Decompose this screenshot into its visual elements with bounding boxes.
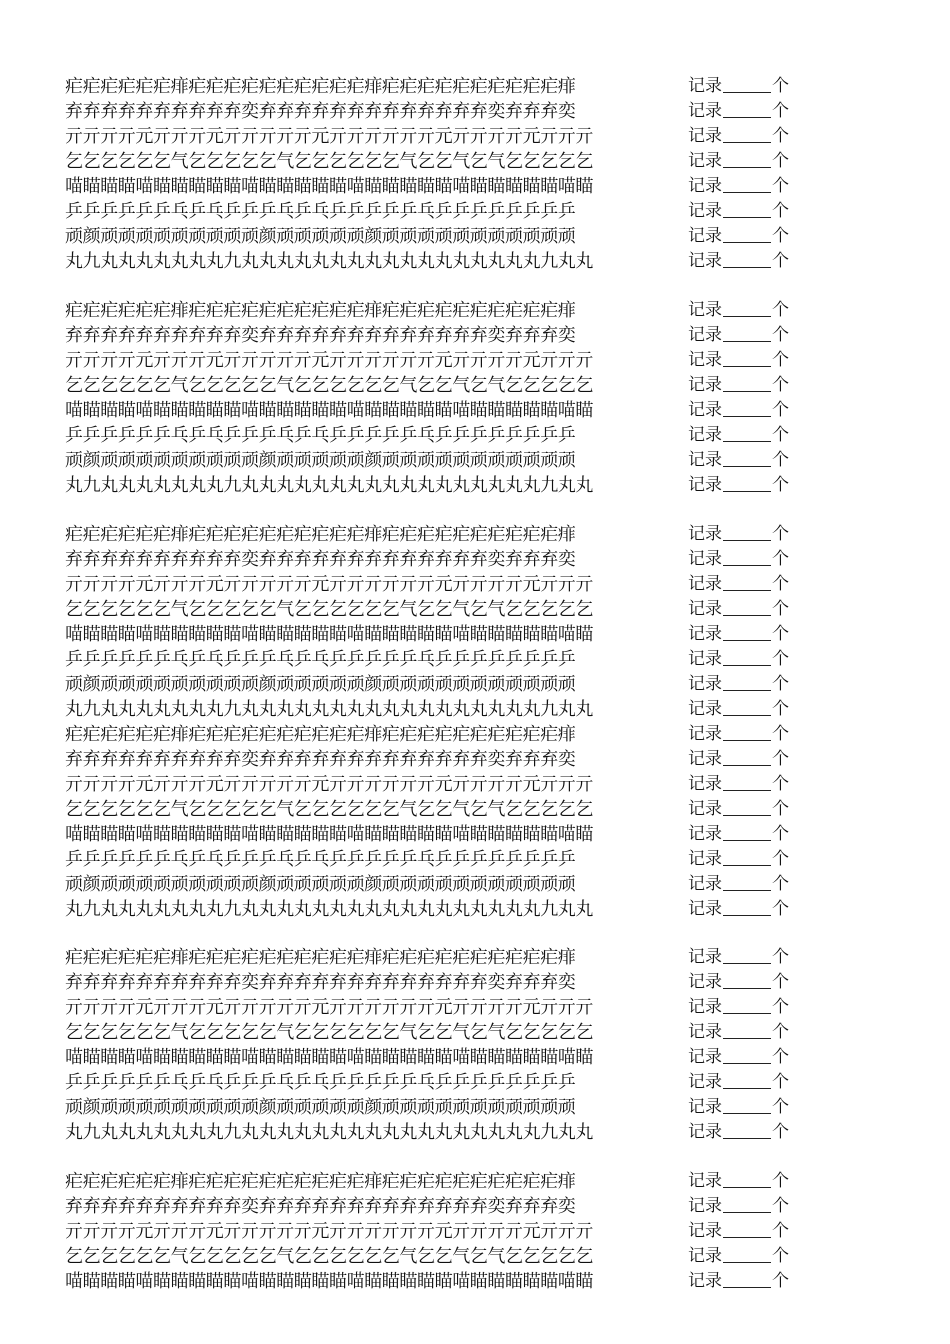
record-unit: 个: [772, 126, 789, 146]
worksheet-row: [0, 1269, 950, 1294]
record-unit: 个: [772, 574, 789, 594]
record-label: 记录: [688, 1171, 722, 1191]
character-line: 喵瞄瞄瞄喵瞄瞄瞄瞄瞄喵瞄瞄瞄瞄瞄喵瞄瞄瞄瞄瞄喵瞄瞄瞄瞄瞄喵瞄: [65, 624, 593, 645]
record-count-field: [688, 872, 789, 897]
record-label: 记录: [688, 76, 722, 96]
record-label: 记录: [688, 226, 722, 246]
record-unit: 个: [772, 300, 789, 320]
count-blank[interactable]: [723, 774, 771, 791]
worksheet-block: [0, 298, 950, 498]
record-count-field: [688, 74, 789, 99]
record-label: 记录: [688, 997, 722, 1017]
count-blank[interactable]: [723, 574, 771, 591]
worksheet-row: [0, 199, 950, 224]
character-line: 亓亓亓亓元亓亓亓元亓亓亓亓亓元亓亓亓亓亓亓元亓亓亓亓元亓亓亓: [65, 997, 593, 1018]
record-label: 记录: [688, 524, 722, 544]
worksheet-row: [0, 772, 950, 797]
record-count-field: [688, 672, 789, 697]
character-line: 喵瞄瞄瞄喵瞄瞄瞄瞄瞄喵瞄瞄瞄瞄瞄喵瞄瞄瞄瞄瞄喵瞄瞄瞄瞄瞄喵瞄: [65, 1047, 593, 1068]
record-label: 记录: [688, 475, 722, 495]
record-unit: 个: [772, 1072, 789, 1092]
record-count-field: [688, 348, 789, 373]
record-label: 记录: [688, 1196, 722, 1216]
worksheet-block: [0, 1169, 950, 1294]
record-count-field: [688, 597, 789, 622]
record-count-field: [688, 797, 789, 822]
record-unit: 个: [772, 1097, 789, 1117]
record-count-field: [688, 398, 789, 423]
record-count-field: [688, 1244, 789, 1269]
record-label: 记录: [688, 126, 722, 146]
record-count-field: [688, 149, 789, 174]
worksheet-row: [0, 124, 950, 149]
count-blank[interactable]: [723, 1221, 771, 1238]
record-unit: 个: [772, 624, 789, 644]
worksheet-row: [0, 1244, 950, 1269]
record-unit: 个: [772, 475, 789, 495]
record-unit: 个: [772, 101, 789, 121]
character-line: 疟疟疟疟疟疟痱疟疟疟疟疟疟疟疟疟疟痱疟疟疟疟疟疟疟疟疟疟痱: [65, 300, 576, 321]
record-label: 记录: [688, 1221, 722, 1241]
count-blank[interactable]: [723, 300, 771, 317]
record-unit: 个: [772, 649, 789, 669]
record-count-field: [688, 647, 789, 672]
character-line: 乒乒乒乒乒乒乓乒乓乒乒乒乓乒乓乒乒乒乒乒乓乒乒乒乒乒乒乒乒: [65, 849, 576, 870]
record-unit: 个: [772, 799, 789, 819]
character-line: 喵瞄瞄瞄喵瞄瞄瞄瞄瞄喵瞄瞄瞄瞄瞄喵瞄瞄瞄瞄瞄喵瞄瞄瞄瞄瞄喵瞄: [65, 176, 593, 197]
record-unit: 个: [772, 425, 789, 445]
record-unit: 个: [772, 1271, 789, 1291]
record-unit: 个: [772, 226, 789, 246]
worksheet-block: [0, 74, 950, 274]
record-count-field: [688, 174, 789, 199]
worksheet-row: [0, 74, 950, 99]
record-count-field: [688, 1120, 789, 1145]
character-line: 顽颜顽顽顽顽顽顽顽顽顽颜顽顽顽顽顽颜顽顽顽顽顽顽顽顽顽顽顽: [65, 450, 576, 471]
record-label: 记录: [688, 724, 722, 744]
record-count-field: [688, 822, 789, 847]
record-label: 记录: [688, 749, 722, 769]
record-label: 记录: [688, 899, 722, 919]
record-count-field: [688, 1269, 789, 1294]
count-blank[interactable]: [723, 524, 771, 541]
count-blank[interactable]: [723, 126, 771, 143]
count-blank[interactable]: [723, 1122, 771, 1139]
character-line: 乒乒乒乒乒乒乓乒乓乒乒乒乓乒乓乒乒乒乒乒乓乒乒乒乒乒乒乒乒: [65, 425, 576, 446]
count-blank[interactable]: [723, 1047, 771, 1064]
record-label: 记录: [688, 774, 722, 794]
count-blank[interactable]: [723, 724, 771, 741]
record-label: 记录: [688, 251, 722, 271]
character-line: 顽颜顽顽顽顽顽顽顽顽顽颜顽顽顽顽顽颜顽顽顽顽顽顽顽顽顽顽顽: [65, 226, 576, 247]
character-line: 乞乞乞乞乞乞气乞乞乞乞乞气乞乞乞乞乞乞气乞乞气乞气乞乞乞乞乞: [65, 375, 593, 396]
record-count-field: [688, 423, 789, 448]
record-unit: 个: [772, 1047, 789, 1067]
worksheet-block: [0, 945, 950, 1145]
worksheet-row: [0, 722, 950, 747]
character-line: 弃弃弃弃弃弃弃弃弃弃奕弃弃弃弃弃弃弃弃弃弃弃弃弃奕弃弃弃奕: [65, 549, 576, 570]
count-blank[interactable]: [723, 549, 771, 566]
worksheet-row: [0, 149, 950, 174]
record-label: 记录: [688, 674, 722, 694]
count-blank[interactable]: [723, 1271, 771, 1288]
record-unit: 个: [772, 1122, 789, 1142]
worksheet-row: [0, 995, 950, 1020]
record-label: 记录: [688, 1246, 722, 1266]
worksheet-row: [0, 1070, 950, 1095]
count-blank[interactable]: [723, 799, 771, 816]
worksheet-row: [0, 1120, 950, 1145]
record-label: 记录: [688, 1097, 722, 1117]
record-label: 记录: [688, 824, 722, 844]
character-line: 乞乞乞乞乞乞气乞乞乞乞乞气乞乞乞乞乞乞气乞乞气乞气乞乞乞乞乞: [65, 599, 593, 620]
record-label: 记录: [688, 1271, 722, 1291]
worksheet-row: [0, 298, 950, 323]
record-unit: 个: [772, 201, 789, 221]
record-unit: 个: [772, 699, 789, 719]
worksheet-row: [0, 323, 950, 348]
character-line: 丸九丸丸丸丸丸丸丸九丸丸丸丸丸丸丸丸丸丸丸丸丸丸丸丸丸九丸丸: [65, 1122, 593, 1143]
record-count-field: [688, 448, 789, 473]
record-label: 记录: [688, 972, 722, 992]
record-label: 记录: [688, 201, 722, 221]
character-line: 乞乞乞乞乞乞气乞乞乞乞乞气乞乞乞乞乞乞气乞乞气乞气乞乞乞乞乞: [65, 1022, 593, 1043]
record-unit: 个: [772, 176, 789, 196]
character-line: 丸九丸丸丸丸丸丸丸九丸丸丸丸丸丸丸丸丸丸丸丸丸丸丸丸丸九丸丸: [65, 899, 593, 920]
record-count-field: [688, 99, 789, 124]
count-blank[interactable]: [723, 101, 771, 118]
record-unit: 个: [772, 1171, 789, 1191]
record-unit: 个: [772, 251, 789, 271]
record-label: 记录: [688, 849, 722, 869]
record-label: 记录: [688, 350, 722, 370]
record-count-field: [688, 970, 789, 995]
record-label: 记录: [688, 1122, 722, 1142]
record-count-field: [688, 1194, 789, 1219]
record-label: 记录: [688, 375, 722, 395]
count-blank[interactable]: [723, 475, 771, 492]
record-unit: 个: [772, 674, 789, 694]
worksheet-block: [0, 522, 950, 922]
record-label: 记录: [688, 947, 722, 967]
character-line: 疟疟疟疟疟疟痱疟疟疟疟疟疟疟疟疟疟痱疟疟疟疟疟疟疟疟疟疟痱: [65, 524, 576, 545]
character-line: 乞乞乞乞乞乞气乞乞乞乞乞气乞乞乞乞乞乞气乞乞气乞气乞乞乞乞乞: [65, 1246, 593, 1267]
count-blank[interactable]: [723, 350, 771, 367]
record-unit: 个: [772, 947, 789, 967]
count-blank[interactable]: [723, 425, 771, 442]
character-line: 丸九丸丸丸丸丸丸丸九丸丸丸丸丸丸丸丸丸丸丸丸丸丸丸丸丸九丸丸: [65, 699, 593, 720]
worksheet-row: [0, 373, 950, 398]
record-label: 记录: [688, 400, 722, 420]
worksheet-row: [0, 224, 950, 249]
count-blank[interactable]: [723, 997, 771, 1014]
record-count-field: [688, 722, 789, 747]
worksheet-row: [0, 970, 950, 995]
worksheet-row: [0, 672, 950, 697]
count-blank[interactable]: [723, 874, 771, 891]
record-label: 记录: [688, 574, 722, 594]
record-count-field: [688, 747, 789, 772]
worksheet-row: [0, 174, 950, 199]
record-label: 记录: [688, 624, 722, 644]
worksheet-row: [0, 348, 950, 373]
character-line: 喵瞄瞄瞄喵瞄瞄瞄瞄瞄喵瞄瞄瞄瞄瞄喵瞄瞄瞄瞄瞄喵瞄瞄瞄瞄瞄喵瞄: [65, 400, 593, 421]
character-line: 弃弃弃弃弃弃弃弃弃弃奕弃弃弃弃弃弃弃弃弃弃弃弃弃奕弃弃弃奕: [65, 101, 576, 122]
worksheet-row: [0, 897, 950, 922]
count-blank[interactable]: [723, 450, 771, 467]
record-count-field: [688, 572, 789, 597]
character-line: 弃弃弃弃弃弃弃弃弃弃奕弃弃弃弃弃弃弃弃弃弃弃弃弃奕弃弃弃奕: [65, 1196, 576, 1217]
record-count-field: [688, 945, 789, 970]
record-unit: 个: [772, 1246, 789, 1266]
character-line: 亓亓亓亓元亓亓亓元亓亓亓亓亓元亓亓亓亓亓亓元亓亓亓亓元亓亓亓: [65, 574, 593, 595]
count-blank[interactable]: [723, 972, 771, 989]
character-line: 乒乒乒乒乒乒乓乒乓乒乒乒乓乒乓乒乒乒乒乒乓乒乒乒乒乒乒乒乒: [65, 649, 576, 670]
count-blank[interactable]: [723, 599, 771, 616]
record-count-field: [688, 622, 789, 647]
character-line: 亓亓亓亓元亓亓亓元亓亓亓亓亓元亓亓亓亓亓亓元亓亓亓亓元亓亓亓: [65, 350, 593, 371]
worksheet-row: [0, 1020, 950, 1045]
record-unit: 个: [772, 151, 789, 171]
record-label: 记录: [688, 799, 722, 819]
record-unit: 个: [772, 599, 789, 619]
count-blank[interactable]: [723, 947, 771, 964]
character-line: 喵瞄瞄瞄喵瞄瞄瞄瞄瞄喵瞄瞄瞄瞄瞄喵瞄瞄瞄瞄瞄喵瞄瞄瞄瞄瞄喵瞄: [65, 824, 593, 845]
record-count-field: [688, 772, 789, 797]
record-count-field: [688, 1020, 789, 1045]
record-unit: 个: [772, 524, 789, 544]
worksheet-row: [0, 622, 950, 647]
character-line: 乒乒乒乒乒乒乓乒乓乒乒乒乓乒乓乒乒乒乒乒乓乒乒乒乒乒乒乒乒: [65, 201, 576, 222]
record-label: 记录: [688, 699, 722, 719]
record-label: 记录: [688, 300, 722, 320]
record-label: 记录: [688, 874, 722, 894]
record-count-field: [688, 1219, 789, 1244]
worksheet-row: [0, 1219, 950, 1244]
worksheet-row: [0, 1095, 950, 1120]
record-label: 记录: [688, 325, 722, 345]
record-unit: 个: [772, 549, 789, 569]
count-blank[interactable]: [723, 325, 771, 342]
record-count-field: [688, 1045, 789, 1070]
record-count-field: [688, 547, 789, 572]
worksheet-row: [0, 473, 950, 498]
record-label: 记录: [688, 450, 722, 470]
record-count-field: [688, 298, 789, 323]
record-count-field: [688, 522, 789, 547]
record-label: 记录: [688, 549, 722, 569]
character-line: 顽颜顽顽顽顽顽顽顽顽顽颜顽顽顽顽顽颜顽顽顽顽顽顽顽顽顽顽顽: [65, 874, 576, 895]
count-blank[interactable]: [723, 1196, 771, 1213]
worksheet-row: [0, 872, 950, 897]
character-line: 丸九丸丸丸丸丸丸丸九丸丸丸丸丸丸丸丸丸丸丸丸丸丸丸丸丸九丸丸: [65, 251, 593, 272]
count-blank[interactable]: [723, 1246, 771, 1263]
character-line: 顽颜顽顽顽顽顽顽顽顽顽颜顽顽顽顽顽颜顽顽顽顽顽顽顽顽顽顽顽: [65, 674, 576, 695]
record-label: 记录: [688, 599, 722, 619]
record-count-field: [688, 897, 789, 922]
count-blank[interactable]: [723, 1022, 771, 1039]
worksheet-row: [0, 697, 950, 722]
record-count-field: [688, 224, 789, 249]
record-count-field: [688, 847, 789, 872]
record-unit: 个: [772, 400, 789, 420]
worksheet-row: [0, 822, 950, 847]
record-unit: 个: [772, 849, 789, 869]
count-blank[interactable]: [723, 824, 771, 841]
record-unit: 个: [772, 1022, 789, 1042]
record-count-field: [688, 373, 789, 398]
character-line: 亓亓亓亓元亓亓亓元亓亓亓亓亓元亓亓亓亓亓亓元亓亓亓亓元亓亓亓: [65, 774, 593, 795]
count-blank[interactable]: [723, 201, 771, 218]
character-line: 亓亓亓亓元亓亓亓元亓亓亓亓亓元亓亓亓亓亓亓元亓亓亓亓元亓亓亓: [65, 126, 593, 147]
worksheet-row: [0, 1045, 950, 1070]
worksheet-row: [0, 547, 950, 572]
count-blank[interactable]: [723, 375, 771, 392]
character-line: 亓亓亓亓元亓亓亓元亓亓亓亓亓元亓亓亓亓亓亓元亓亓亓亓元亓亓亓: [65, 1221, 593, 1242]
worksheet-row: [0, 99, 950, 124]
count-blank[interactable]: [723, 674, 771, 691]
record-label: 记录: [688, 1022, 722, 1042]
count-blank[interactable]: [723, 699, 771, 716]
count-blank[interactable]: [723, 1097, 771, 1114]
worksheet-row: [0, 448, 950, 473]
record-label: 记录: [688, 176, 722, 196]
record-count-field: [688, 124, 789, 149]
record-label: 记录: [688, 101, 722, 121]
record-label: 记录: [688, 151, 722, 171]
count-blank[interactable]: [723, 76, 771, 93]
worksheet-row: [0, 249, 950, 274]
record-count-field: [688, 995, 789, 1020]
worksheet-row: [0, 522, 950, 547]
worksheet-row: [0, 847, 950, 872]
character-line: 疟疟疟疟疟疟痱疟疟疟疟疟疟疟疟疟疟痱疟疟疟疟疟疟疟疟疟疟痱: [65, 76, 576, 97]
worksheet-row: [0, 398, 950, 423]
record-count-field: [688, 323, 789, 348]
count-blank[interactable]: [723, 151, 771, 168]
record-label: 记录: [688, 1047, 722, 1067]
worksheet-row: [0, 647, 950, 672]
record-count-field: [688, 1095, 789, 1120]
record-unit: 个: [772, 76, 789, 96]
character-line: 顽颜顽顽顽顽顽顽顽顽顽颜顽顽顽顽顽颜顽顽顽顽顽顽顽顽顽顽顽: [65, 1097, 576, 1118]
character-line: 丸九丸丸丸丸丸丸丸九丸丸丸丸丸丸丸丸丸丸丸丸丸丸丸丸丸九丸丸: [65, 475, 593, 496]
worksheet-row: [0, 797, 950, 822]
count-blank[interactable]: [723, 400, 771, 417]
count-blank[interactable]: [723, 624, 771, 641]
worksheet-row: [0, 423, 950, 448]
worksheet-row: [0, 747, 950, 772]
record-unit: 个: [772, 1221, 789, 1241]
record-unit: 个: [772, 450, 789, 470]
count-blank[interactable]: [723, 849, 771, 866]
record-count-field: [688, 473, 789, 498]
worksheet-row: [0, 1169, 950, 1194]
record-unit: 个: [772, 874, 789, 894]
character-line: 疟疟疟疟疟疟痱疟疟疟疟疟疟疟疟疟疟痱疟疟疟疟疟疟疟疟疟疟痱: [65, 947, 576, 968]
count-blank[interactable]: [723, 899, 771, 916]
worksheet-row: [0, 597, 950, 622]
record-unit: 个: [772, 724, 789, 744]
character-line: 乞乞乞乞乞乞气乞乞乞乞乞气乞乞乞乞乞乞气乞乞气乞气乞乞乞乞乞: [65, 151, 593, 172]
record-count-field: [688, 1070, 789, 1095]
record-label: 记录: [688, 649, 722, 669]
character-line: 喵瞄瞄瞄喵瞄瞄瞄瞄瞄喵瞄瞄瞄瞄瞄喵瞄瞄瞄瞄瞄喵瞄瞄瞄瞄瞄喵瞄: [65, 1271, 593, 1292]
record-label: 记录: [688, 1072, 722, 1092]
character-line: 疟疟疟疟疟疟痱疟疟疟疟疟疟疟疟疟疟痱疟疟疟疟疟疟疟疟疟疟痱: [65, 1171, 576, 1192]
count-blank[interactable]: [723, 1171, 771, 1188]
character-line: 乞乞乞乞乞乞气乞乞乞乞乞气乞乞乞乞乞乞气乞乞气乞气乞乞乞乞乞: [65, 799, 593, 820]
worksheet-row: [0, 1194, 950, 1219]
count-blank[interactable]: [723, 251, 771, 268]
count-blank[interactable]: [723, 749, 771, 766]
record-unit: 个: [772, 375, 789, 395]
character-line: 疟疟疟疟疟疟痱疟疟疟疟疟疟疟疟疟疟痱疟疟疟疟疟疟疟疟疟疟痱: [65, 724, 576, 745]
worksheet-row: [0, 572, 950, 597]
record-count-field: [688, 697, 789, 722]
character-line: 弃弃弃弃弃弃弃弃弃弃奕弃弃弃弃弃弃弃弃弃弃弃弃弃奕弃弃弃奕: [65, 972, 576, 993]
worksheet-row: [0, 945, 950, 970]
record-unit: 个: [772, 1196, 789, 1216]
count-blank[interactable]: [723, 1072, 771, 1089]
record-count-field: [688, 249, 789, 274]
record-unit: 个: [772, 824, 789, 844]
record-unit: 个: [772, 997, 789, 1017]
record-count-field: [688, 1169, 789, 1194]
character-line: 弃弃弃弃弃弃弃弃弃弃奕弃弃弃弃弃弃弃弃弃弃弃弃弃奕弃弃弃奕: [65, 325, 576, 346]
character-line: 弃弃弃弃弃弃弃弃弃弃奕弃弃弃弃弃弃弃弃弃弃弃弃弃奕弃弃弃奕: [65, 749, 576, 770]
record-unit: 个: [772, 972, 789, 992]
record-unit: 个: [772, 325, 789, 345]
character-line: 乒乒乒乒乒乒乓乒乓乒乒乒乓乒乓乒乒乒乒乒乓乒乒乒乒乒乒乒乒: [65, 1072, 576, 1093]
count-blank[interactable]: [723, 226, 771, 243]
record-unit: 个: [772, 749, 789, 769]
count-blank[interactable]: [723, 649, 771, 666]
record-unit: 个: [772, 899, 789, 919]
record-label: 记录: [688, 425, 722, 445]
record-unit: 个: [772, 774, 789, 794]
record-unit: 个: [772, 350, 789, 370]
count-blank[interactable]: [723, 176, 771, 193]
record-count-field: [688, 199, 789, 224]
